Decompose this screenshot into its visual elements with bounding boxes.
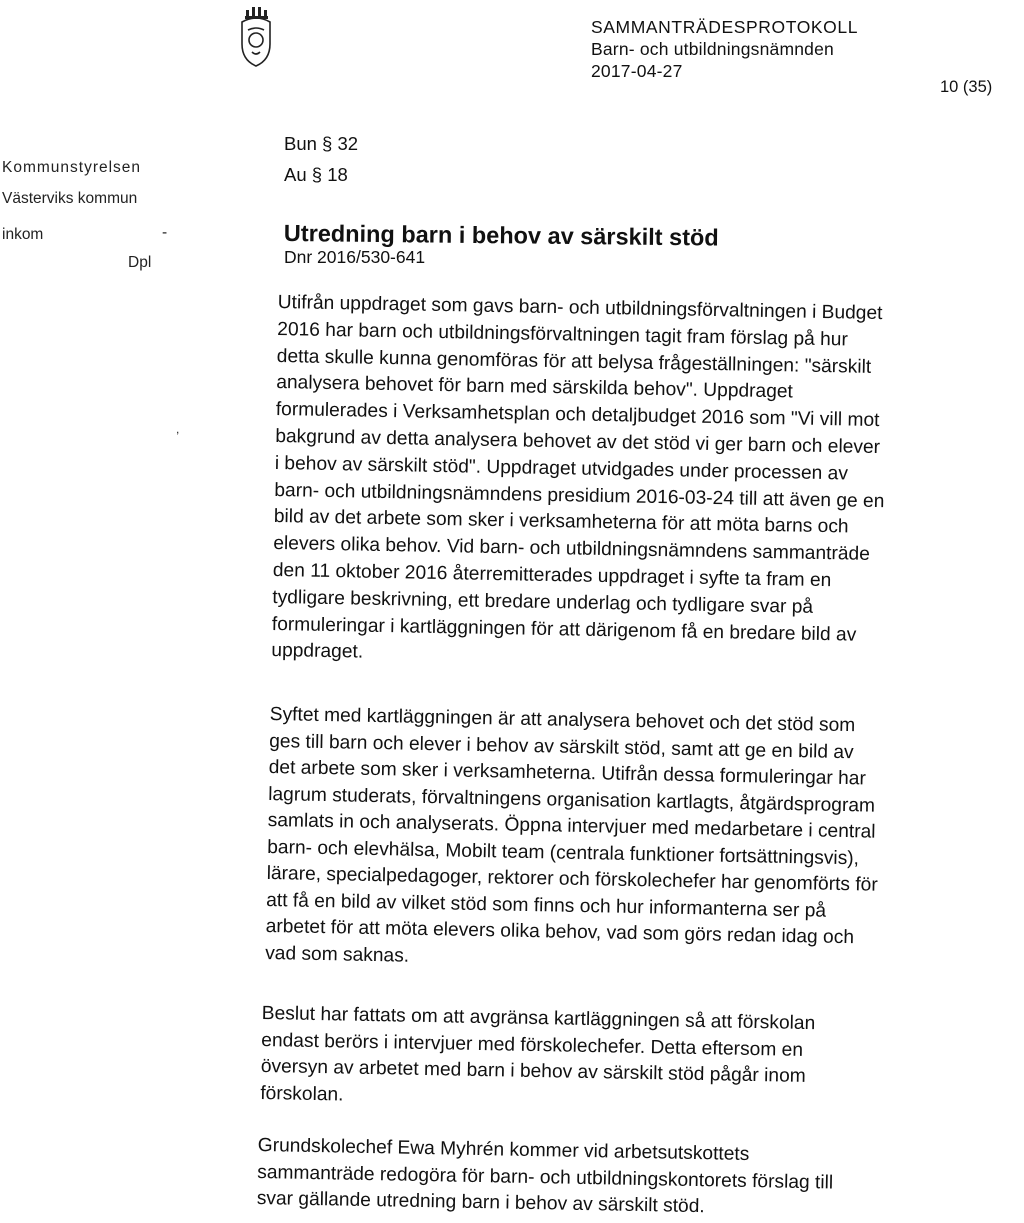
paragraph-line: endast berörs i intervjuer med förskolechefer. Detta eftersom en [261, 1029, 804, 1061]
stamp-dash: - [162, 224, 168, 241]
protocol-title: SAMMANTRÄDESPROTOKOLL [591, 17, 859, 37]
paragraph-line: förskolan. [260, 1082, 344, 1106]
paragraph-line: sammanträde redogöra för barn- och utbildningskontorets förslag till [257, 1161, 834, 1194]
diary-number: Dnr 2016/530-641 [284, 247, 426, 267]
body-paragraph [271, 290, 888, 676]
paragraph-line: tydligare beskrivning, ett bredare underlag och tydligare svar på [272, 586, 814, 618]
stamp-dpl-label: Dpl [128, 254, 152, 271]
paragraph-line: Utifrån uppdraget som gavs barn- och utbildningsförvaltningen i Budget [277, 291, 883, 325]
paragraph-line: den 11 oktober 2016 återremitterades uppdraget i syfte ta fram en [272, 559, 832, 592]
paragraph-line: lagrum studerats, förvaltningens organisation kartlagts, åtgärdsprogram [268, 783, 876, 817]
meeting-date: 2017-04-27 [591, 61, 683, 81]
body-paragraph [265, 702, 881, 979]
paragraph-line: Beslut har fattats om att avgränsa kartläggningen så att förskolan [261, 1002, 816, 1035]
paragraph-line: att få en bild av vilket stöd som finns och hur informanterna ser på [265, 889, 827, 922]
paragraph-line: elevers olika behov. Vid barn- och utbildningsnämndens sammanträde [273, 533, 871, 566]
paragraph-line: ges till barn och elever i behov av särskilt stöd, samt att ge en bild av [269, 730, 854, 763]
paragraph-line: samlats in och analyserats. Öppna intervjuer med medarbetare i central [267, 809, 876, 843]
paragraph-line: analysera behovet för barn med särskilda behov". Uppdraget [276, 372, 794, 403]
stamp-organisation: Västerviks kommun [2, 190, 138, 207]
paragraph-line: 2016 har barn och utbildningsförvaltningen tagit fram förslag på hur [277, 318, 849, 351]
paragraph-line: bakgrund av detta analysera behovet av det stöd vi ger barn och elever [275, 425, 881, 459]
committee-name: Barn- och utbildningsnämnden [591, 39, 834, 59]
paragraph-line: vad som saknas. [264, 942, 410, 967]
item-title: Utredning barn i behov av särskilt stöd [283, 220, 719, 251]
protocol-header [591, 16, 858, 82]
paragraph-line: översyn av arbetet med barn i behov av särskilt stöd pågår inom [260, 1055, 806, 1087]
municipal-crest-icon [228, 0, 284, 72]
bun-reference: Bun § 32 [284, 133, 359, 154]
stamp-cut-text: Kommunstyrelsen [2, 159, 142, 176]
stray-mark: , [176, 422, 180, 436]
paragraph-line: barn- och elevhälsa, Mobilt team (centrala funktioner fortsättningsvis), [267, 836, 860, 869]
paragraph-line: formulerades i Verksamhetsplan och detaljbudget 2016 som "Vi vill mot [275, 399, 880, 432]
body-paragraph [260, 1001, 815, 1117]
paragraph-line: barn- och utbildningsnämndens presidium 2016-03-24 till att även ge en [274, 479, 885, 512]
body-paragraph [257, 1133, 834, 1223]
paragraph-line: det arbete som sker i verksamheterna. Utifrån dessa formuleringar har [268, 756, 867, 790]
paragraph-line: svar gällande utredning barn i behov av särskilt stöd. [256, 1187, 705, 1218]
paragraph-line: uppdraget. [271, 640, 364, 663]
paragraph-line: Syftet med kartläggningen är att analysera behovet och det stöd som [269, 703, 856, 737]
paragraph-references [284, 128, 358, 190]
au-reference: Au § 18 [284, 164, 348, 185]
stamp-inkom-label: inkom [2, 226, 44, 243]
paragraph-line: lärare, specialpedagoger, rektorer och förskolechefer har genomförts för [266, 862, 878, 896]
paragraph-line: formuleringar i kartläggningen för att därigenom få en bredare bild av [271, 613, 857, 646]
paragraph-line: bild av det arbete som sker i verksamheterna för att möta barns och [273, 506, 849, 538]
paragraph-line: Grundskolechef Ewa Myhrén kommer vid arbetsutskottets [257, 1134, 750, 1166]
paragraph-line: i behov av särskilt stöd". Uppdraget utvidgades under processen av [274, 452, 849, 485]
paragraph-line: arbetet för att möta elevers olika behov, vad som görs redan idag och [265, 915, 855, 949]
paragraph-line: detta skulle kunna genomföras för att belysa frågeställningen: "särskilt [276, 345, 872, 378]
page-number: 10 (35) [940, 78, 993, 96]
